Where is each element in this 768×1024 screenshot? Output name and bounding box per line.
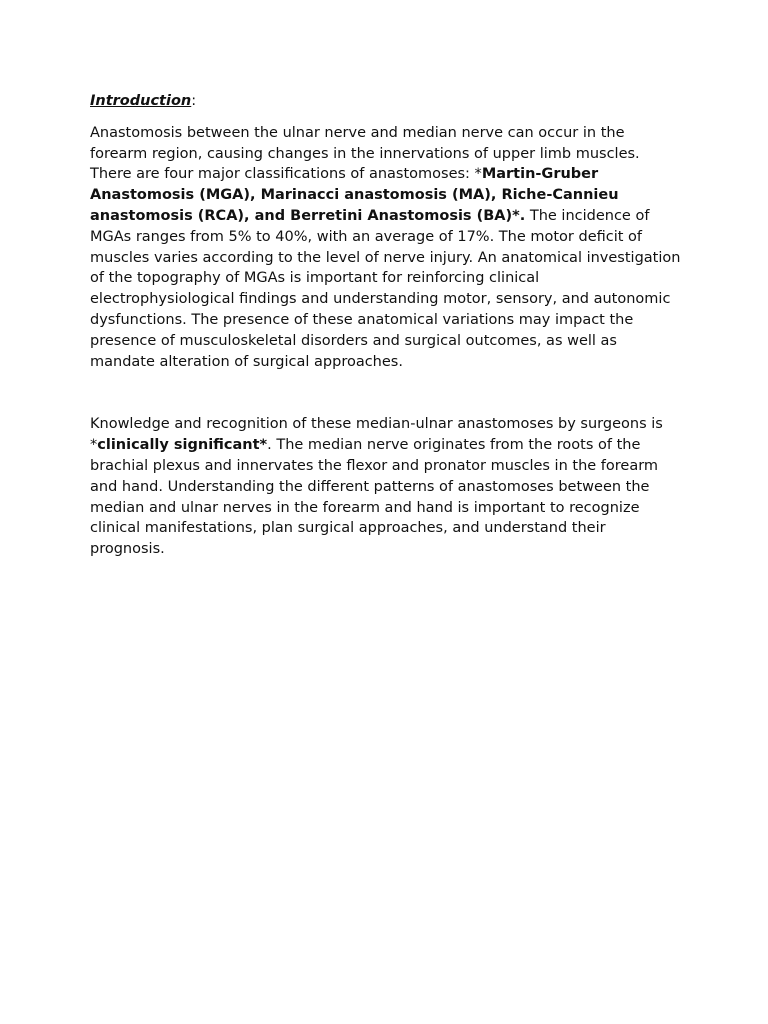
paragraph-1 xyxy=(90,123,682,373)
paragraph-1-bold-classifications: Martin-Gruber Anastomosis (MGA), Marinacci anastomosis (MA), Riche-Cannieu anastomosis (RCA), and Berretini Anastomosis (BA)*. xyxy=(90,166,619,224)
paragraph-2-text-b: . The median nerve originates from the roots of the brachial plexus and innervates the flexor and pronator muscles in the forearm and hand. Understanding the different patterns of anastomoses between the median and ulnar nerves in the forearm and hand is important to recognize clinical manifestations, plan surgical approaches, and understand their prognosis. xyxy=(90,437,659,558)
document-page xyxy=(90,91,682,560)
section-heading: Introduction xyxy=(90,93,192,109)
section-heading-line xyxy=(90,91,682,112)
paragraph-1-text-b: The incidence of MGAs ranges from 5% to 40%, with an average of 17%. The motor deficit of muscles varies according to the level of nerve injury. An anatomical investigation of the topography of MGAs is important for reinforcing clinical electrophysiological findings and understanding motor, sensory, and autonomic dysfunctions. The presence of these anatomical variations may impact the presence of musculoskeletal disorders and surgical outcomes, as well as mandate alteration of surgical approaches. xyxy=(90,207,681,370)
paragraph-2 xyxy=(90,414,682,560)
paragraph-2-bold-clinically-significant: clinically significant* xyxy=(97,437,268,454)
paragraph-2-text-a: Knowledge and recognition of these median-ulnar anastomoses by surgeons is * xyxy=(90,416,663,454)
paragraph-1-text-a: Anastomosis between the ulnar nerve and median nerve can occur in the forearm region, causing changes in the innervations of upper limb muscles. There are four major classifications of anastomoses: * xyxy=(90,124,640,183)
section-heading-colon: : xyxy=(191,93,197,109)
